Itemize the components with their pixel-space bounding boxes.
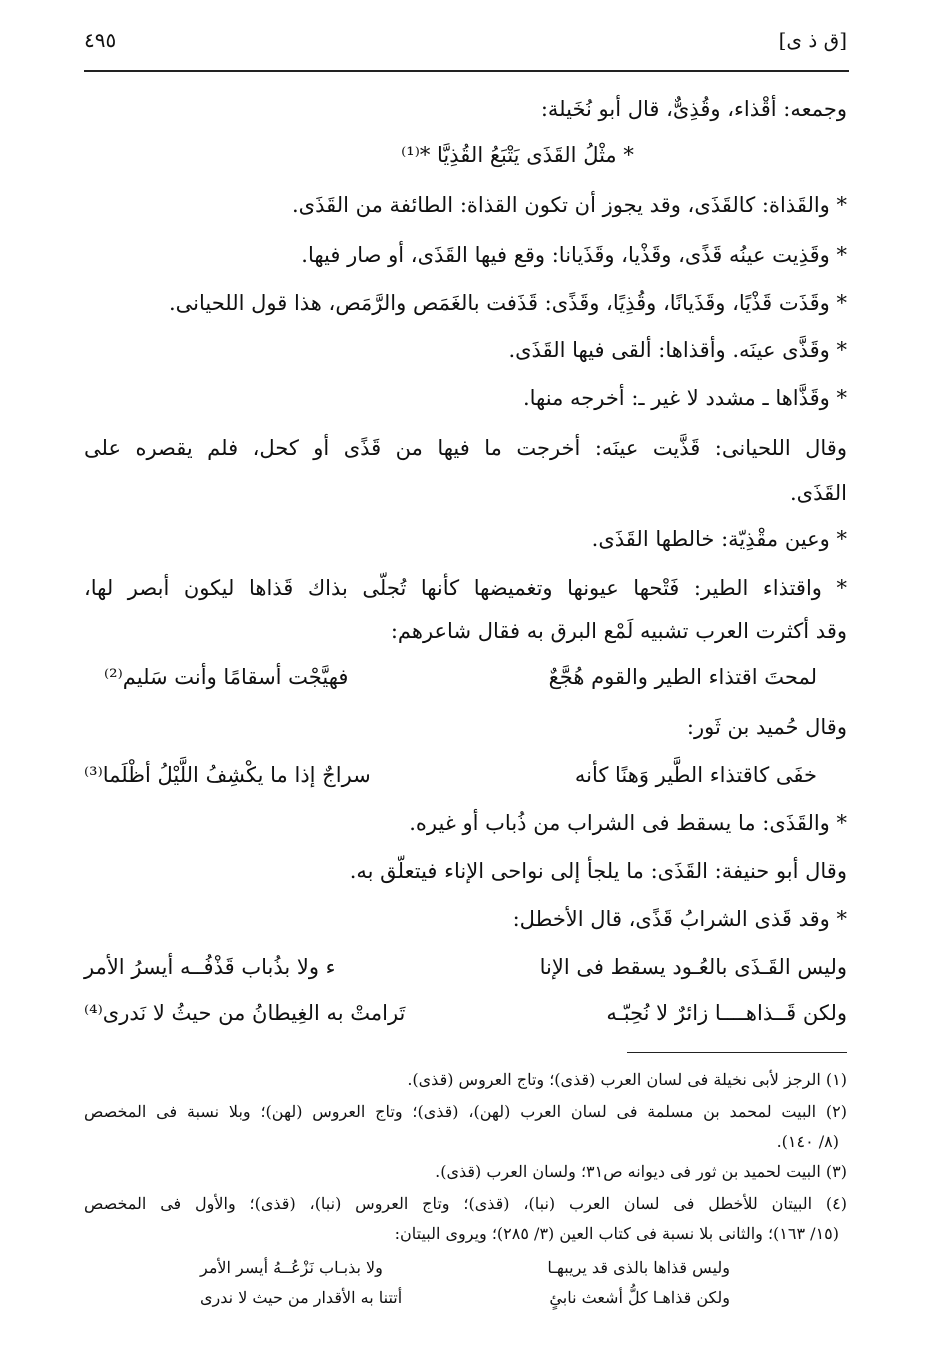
verse-first-hemistich: خفَى كاقتذاء الطَّير وَهنًا كأنه xyxy=(574,763,817,787)
text-line: * واقتذاء الطير: فَتْحها عيونها وتغميضها كأنها تُجلّى بذاك قَذاها ليكون أبصر لها، xyxy=(84,576,847,600)
verse-first-hemistich: وليس القَـذَى بالعُـود يسقط فى الإنا xyxy=(539,955,847,979)
verse-second-hemistich: ولا بذبـاب نَزْعُــهُ أيسر الأمر xyxy=(200,1258,383,1277)
text-line: وقال أبو حنيفة: القَذَى: ما يلجأ إلى نواحى الإناء فيتعلّق به. xyxy=(349,859,847,883)
verse-first-hemistich: وليس قذاها بالذى قد يريبهـا xyxy=(547,1258,730,1277)
verse-first-hemistich: لمحتَ اقتذاء الطير والقوم هُجَّعٌ xyxy=(548,665,817,689)
footnote: (٢) البيت لمحمد بن مسلمة فى لسان العرب (لهن)، (قذى)؛ وتاج العروس (لهن)؛ وبلا نسبة فى المخصص xyxy=(84,1102,847,1121)
text-line: * والقَذَى: ما يسقط فى الشراب من ذُباب أو غيره. xyxy=(409,811,847,835)
text-line: وقال حُميد بن ثَور: xyxy=(686,715,847,739)
verse-second-hemistich: فهيَّجْت أسقامًا وأنت سَليم⁽²⁾ xyxy=(104,665,349,689)
verse-second-hemistich: ء ولا بذُباب قَذْفُــه أيسرُ الأمر xyxy=(84,955,336,979)
verse-first-hemistich: ولكن قذاهـا كلُّ أشعث نابئٍ xyxy=(549,1288,730,1307)
verse-second-hemistich: سراجٌ إذا ما يكْشِفُ اللَّيْلُ أظْلَما⁽³⁾ xyxy=(84,763,371,787)
footnote: (٨/ ١٤٠). xyxy=(776,1132,839,1151)
footnote: (١) الرجز لأبى نخيلة فى لسان العرب (قذى)؛ وتاج العروس (قذى). xyxy=(407,1070,847,1089)
page-number: ٤٩٥ xyxy=(84,28,117,52)
text-line: * وقَذِيت عينُه قَذًى، وقَذْيا، وقَذَيانا: وقع فيها القَذَى، أو صار فيها. xyxy=(301,243,847,267)
verse-second-hemistich: تَرامتْ به الغِيطانُ من حيثُ لا نَدرى⁽⁴⁾ xyxy=(84,1001,406,1025)
header-root-letters: [ق ذ ى] xyxy=(778,28,847,52)
text-line: وقال اللحيانى: قَذَّيت عينَه: أخرجت ما فيها من قَذًى أو كحل، فلم يقصره على xyxy=(84,436,847,460)
text-line: * والقَذاة: كالقَذَى، وقد يجوز أن تكون القذاة: الطائفة من القَذَى. xyxy=(291,193,847,217)
text-line: * وقَذَّاها ـ مشدد لا غير ـ: أخرجه منها. xyxy=(522,386,847,410)
text-line: * وقَذَت قَذْيًا، وقَذَيانًا، وقُذِيًا، وقَذًى: قَذَفت بالغَمَص والرَّمَص، هذا قول اللحيانى. xyxy=(168,291,847,315)
text-line: وقد أكثرت العرب تشبيه لَمْع البرق به فقال شاعرهم: xyxy=(390,619,847,643)
verse-first-hemistich: ولكن قَــذاهــــا زائرٌ لا نُحِبّـه xyxy=(606,1001,847,1025)
footnote: (٤) البيتان للأخطل فى لسان العرب (نبا)، (قذى)؛ وتاج العروس (نبا)، (قذى)؛ والأول فى المخصص xyxy=(84,1194,847,1213)
rajaz-line: * مثْلُ القَذَى يَتْبَعُ القُذِيَّا *⁽¹⁾ xyxy=(401,143,634,167)
footnote: (١٥/ ١٦٣)؛ والثانى بلا نسبة فى كتاب العين (٣/ ٢٨٥)؛ ويروى البيتان: xyxy=(394,1224,839,1243)
text-line: * وقَذَّى عينَه. وأقذاها: ألقى فيها القَذَى. xyxy=(508,338,847,362)
footnote-rule xyxy=(627,1052,847,1053)
text-line: القَذَى. xyxy=(790,481,847,505)
text-line: * وعين مقْذِيّة: خالطها القَذَى. xyxy=(591,527,847,551)
text-line: وجمعه: أقْذاء، وقُذِىٌّ، قال أبو نُخَيلة: xyxy=(540,97,847,121)
verse-second-hemistich: أتتنا به الأقدار من حيث لا ندرى xyxy=(200,1288,403,1307)
header-rule xyxy=(84,70,849,72)
text-line: * وقد قَذى الشرابُ قَذًى، قال الأخطل: xyxy=(512,907,847,931)
footnote: (٣) البيت لحميد بن ثور فى ديوانه ص٣١؛ ولسان العرب (قذى). xyxy=(435,1162,847,1181)
